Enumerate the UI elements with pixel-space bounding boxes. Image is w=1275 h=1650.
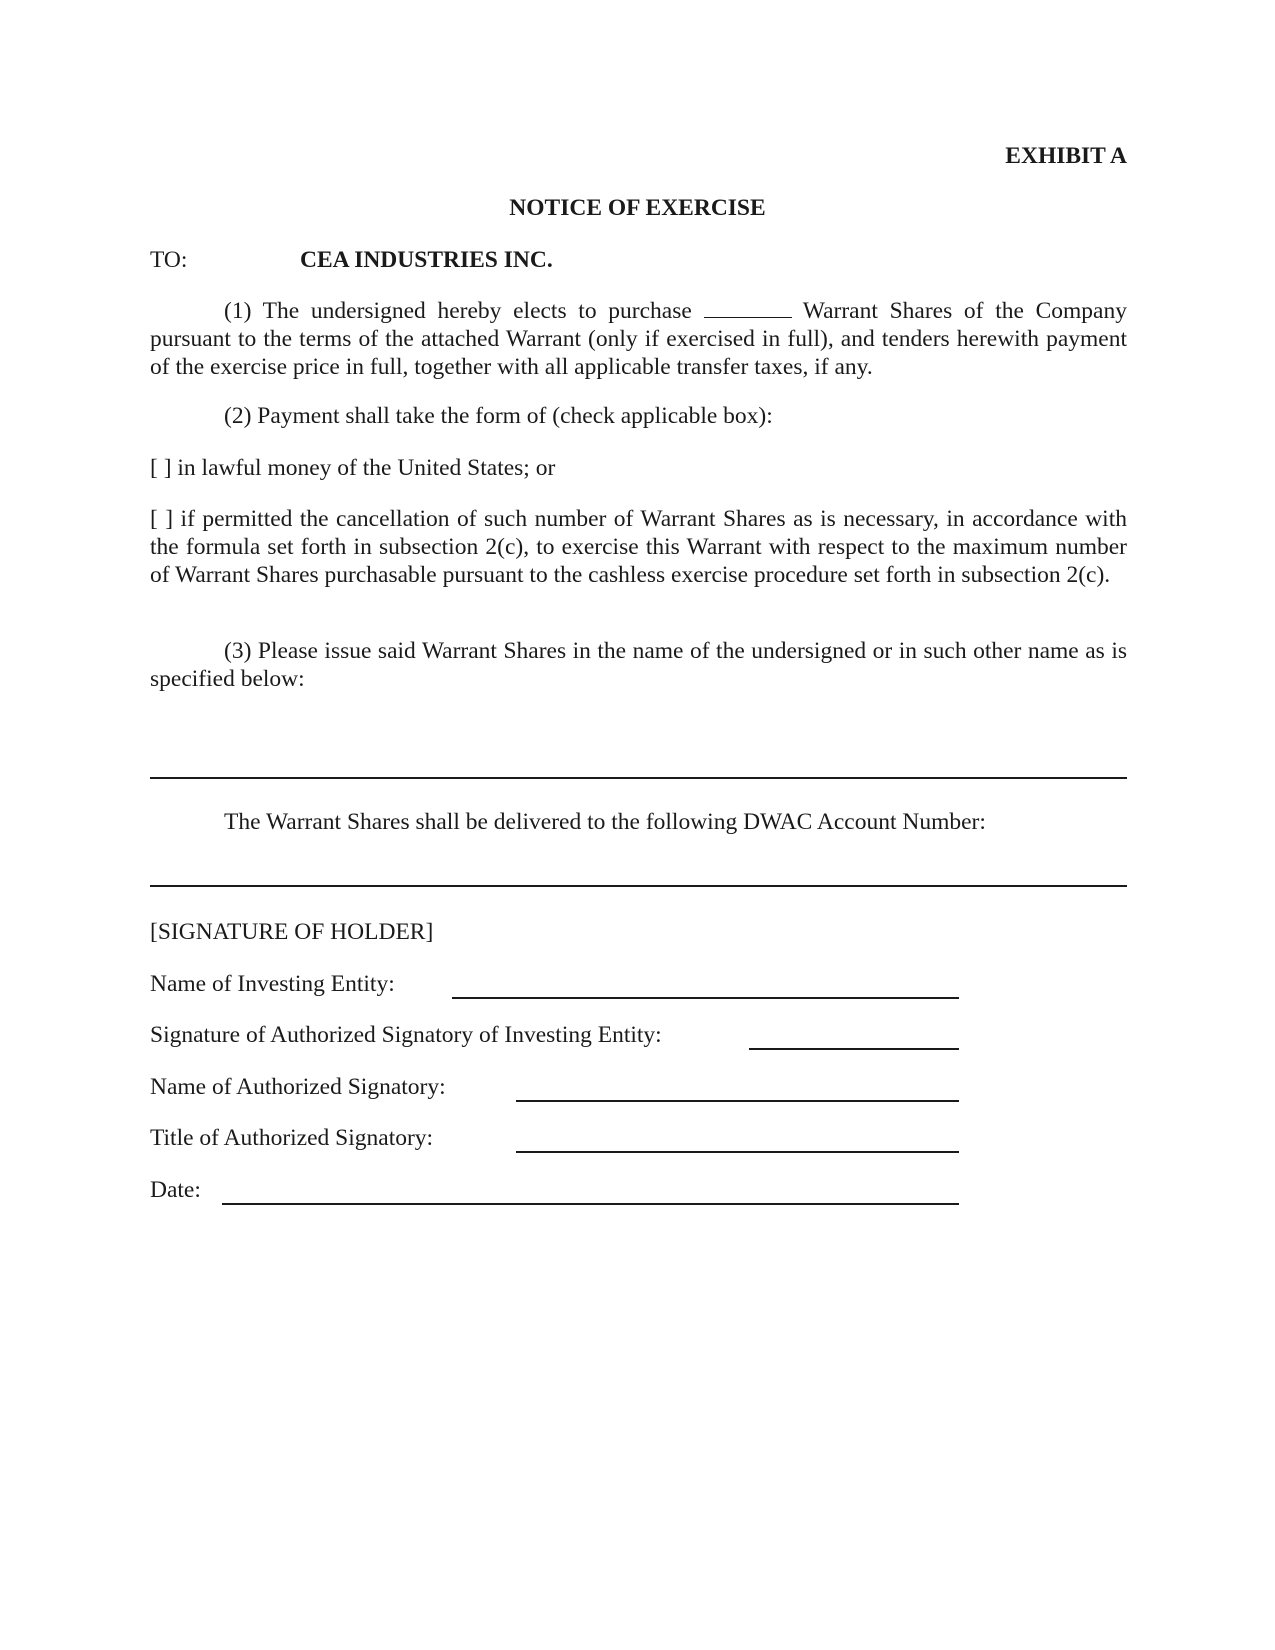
para1-text-after: Warrant Shares of the Company pursuant to the terms of the attached Warrant (only if exercised in full), and tenders herewith payment of the exercise price in full, together with all applicable transfer taxes, if any.: [150, 298, 1127, 380]
para1-text-before: (1) The undersigned hereby elects to purchase: [224, 298, 692, 324]
paragraph-payment-form: [150, 402, 1127, 430]
issue-name-line[interactable]: [150, 777, 1127, 779]
authorized-signature-label: Signature of Authorized Signatory of Investing Entity:: [150, 1022, 662, 1048]
exhibit-label: EXHIBIT A: [1005, 143, 1127, 169]
to-label: TO:: [150, 247, 188, 273]
signatory-name-label: Name of Authorized Signatory:: [150, 1074, 446, 1100]
signature-heading: [SIGNATURE OF HOLDER]: [150, 919, 434, 945]
investing-entity-label: Name of Investing Entity:: [150, 971, 395, 997]
date-line[interactable]: [222, 1203, 959, 1205]
option-cashless-text: [ ] if permitted the cancellation of such number of Warrant Shares as is necessary, in accordance with the formula set forth in subsection 2(c), to exercise this Warrant with respect to the maximum number of Warrant Shares purchasable pursuant to the cashless exercise procedure set forth in subsection 2(c).: [150, 506, 1127, 588]
signatory-title-line[interactable]: [516, 1151, 959, 1153]
recipient-name: CEA INDUSTRIES INC.: [300, 247, 553, 273]
page-title: NOTICE OF EXERCISE: [509, 195, 766, 221]
dwac-instruction: The Warrant Shares shall be delivered to the following DWAC Account Number:: [224, 809, 986, 835]
payment-option-cash[interactable]: [150, 454, 1127, 482]
warrant-shares-quantity-blank[interactable]: [704, 297, 792, 318]
paragraph-purchase-election: [150, 297, 1127, 381]
signatory-title-label: Title of Authorized Signatory:: [150, 1125, 434, 1151]
authorized-signature-line[interactable]: [749, 1048, 959, 1050]
paragraph-issue-name: [150, 637, 1127, 693]
para3-text: (3) Please issue said Warrant Shares in the name of the undersigned or in such other name as is specified below:: [150, 638, 1127, 692]
option-cash-text: [ ] in lawful money of the United States; or: [150, 455, 556, 481]
payment-option-cashless[interactable]: [150, 505, 1127, 589]
dwac-account-line[interactable]: [150, 885, 1127, 887]
investing-entity-line[interactable]: [452, 997, 959, 999]
date-label: Date:: [150, 1177, 201, 1203]
para2-text: (2) Payment shall take the form of (check applicable box):: [224, 403, 773, 429]
signatory-name-line[interactable]: [516, 1100, 959, 1102]
